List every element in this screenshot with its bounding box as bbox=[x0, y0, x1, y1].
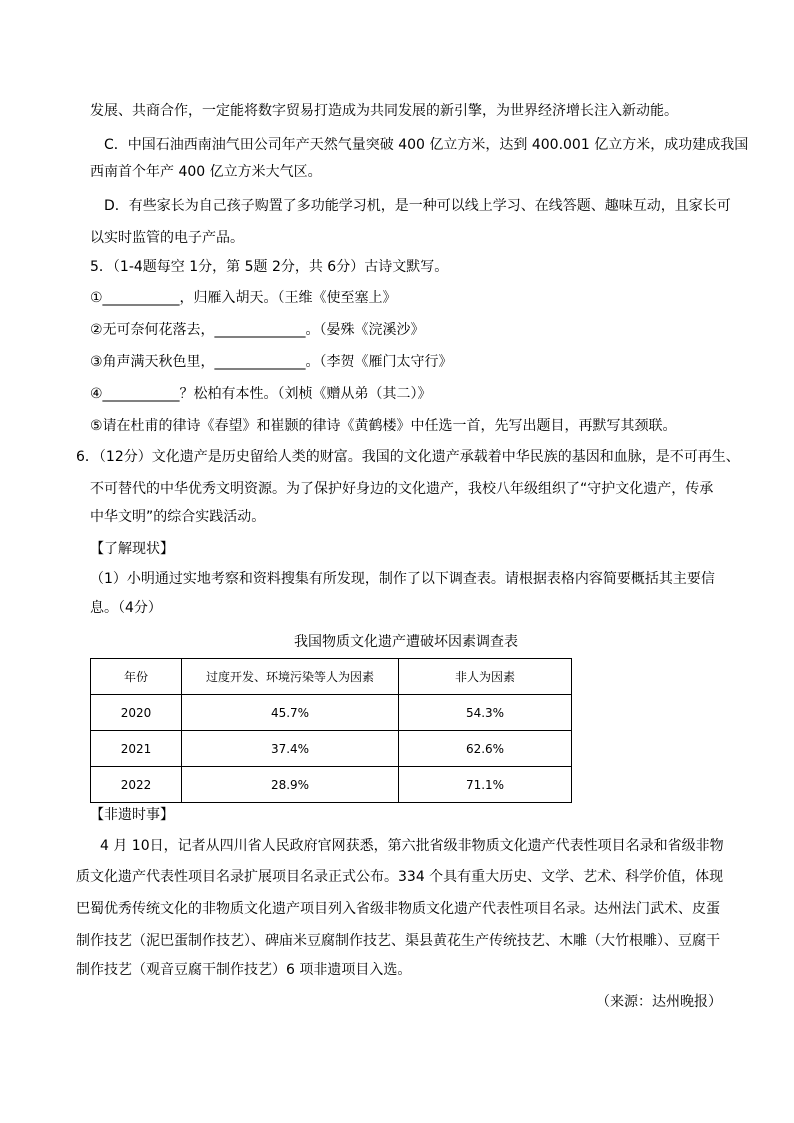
table-cell: 62.6% bbox=[399, 731, 572, 767]
text-line: 质文化遗产代表性项目名录扩展项目名录正式公布。334 个具有重大历史、文学、艺术、科学价值，体现 bbox=[76, 869, 724, 885]
table-title: 我国物质文化遗产遭破坏因素调查表 bbox=[294, 634, 518, 650]
text-line: 中华文明”的综合实践活动。 bbox=[90, 509, 266, 525]
text-line: 不可替代的中华优秀文明资源。为了保护好身边的文化遗产，我校八年级组织了“守护文化遗产，传承 bbox=[90, 481, 714, 497]
table-cell: 2022 bbox=[91, 767, 182, 803]
survey-table bbox=[90, 658, 572, 803]
table-cell: 2020 bbox=[91, 695, 182, 731]
poem-item-1: ①___________，归雁入胡天。（王维《使至塞上》 bbox=[90, 290, 397, 306]
table-row bbox=[91, 695, 572, 731]
table-cell: 28.9% bbox=[182, 767, 399, 803]
section-heading: 【非遗时事】 bbox=[90, 807, 174, 823]
poem-item-5: ⑤请在杜甫的律诗《春望》和崔颢的律诗《黄鹤楼》中任选一首，先写出题目，再默写其颈联。 bbox=[90, 418, 677, 434]
question-5: 5．（1-4题每空 1分，第 5题 2分，共 6分）古诗文默写。 bbox=[90, 259, 449, 275]
poem-item-2: ②无可奈何花落去，_____________。（晏殊《浣溪沙》 bbox=[90, 322, 425, 338]
text-line: 4 月 10日，记者从四川省人民政府官网获悉，第六批省级非物质文化遗产代表性项目名录和省级非物 bbox=[100, 838, 724, 854]
poem-item-3: ③角声满天秋色里，_____________。（李贺《雁门太守行》 bbox=[90, 354, 453, 370]
option-d: D．有些家长为自己孩子购置了多功能学习机，是一种可以线上学习、在线答题、趣味互动，且家长可 bbox=[104, 198, 731, 214]
header-cell: 非人为因素 bbox=[399, 659, 572, 695]
text-line: 制作技艺（观音豆腐干制作技艺）6 项非遗项目入选。 bbox=[76, 962, 412, 978]
text-line: 息。（4分） bbox=[90, 600, 162, 616]
question-6: 6．（12分）文化遗产是历史留给人类的财富。我国的文化遗产承载着中华民族的基因和血脉，是不可再生、 bbox=[76, 449, 740, 465]
table-row bbox=[91, 731, 572, 767]
section-heading: 【了解现状】 bbox=[90, 541, 174, 557]
text-line: 以实时监管的电子产品。 bbox=[90, 230, 244, 246]
sub-question-1: （1）小明通过实地考察和资料搜集有所发现，制作了以下调查表。请根据表格内容简要概括其主要信 bbox=[90, 571, 715, 587]
header-cell: 过度开发、环境污染等人为因素 bbox=[182, 659, 399, 695]
text-line: 西南首个年产 400 亿立方米大气区。 bbox=[90, 164, 322, 180]
text-line: 制作技艺（泥巴蛋制作技艺）、碑庙米豆腐制作技艺、渠县黄花生产传统技艺、木雕（大竹根雕）、豆腐干 bbox=[76, 933, 720, 949]
table-cell: 71.1% bbox=[399, 767, 572, 803]
table-cell: 54.3% bbox=[399, 695, 572, 731]
table-cell: 45.7% bbox=[182, 695, 399, 731]
table-header-row bbox=[91, 659, 572, 695]
header-cell: 年份 bbox=[91, 659, 182, 695]
source-note: （来源：达州晚报） bbox=[596, 994, 722, 1010]
text-line: 巴蜀优秀传统文化的非物质文化遗产项目列入省级非物质文化遗产代表性项目名录。达州法门武术、皮蛋 bbox=[76, 901, 720, 917]
table-cell: 2021 bbox=[91, 731, 182, 767]
text-line: 发展、共商合作，一定能将数字贸易打造成为共同发展的新引擎，为世界经济增长注入新动能。 bbox=[90, 103, 678, 119]
table-row bbox=[91, 767, 572, 803]
poem-item-4: ④___________？松柏有本性。（刘桢《赠从弟（其二）》 bbox=[90, 386, 432, 402]
table-cell: 37.4% bbox=[182, 731, 399, 767]
option-c: C．中国石油西南油气田公司年产天然气量突破 400 亿立方米，达到 400.001 亿立方米，成功建成我国 bbox=[104, 137, 749, 153]
